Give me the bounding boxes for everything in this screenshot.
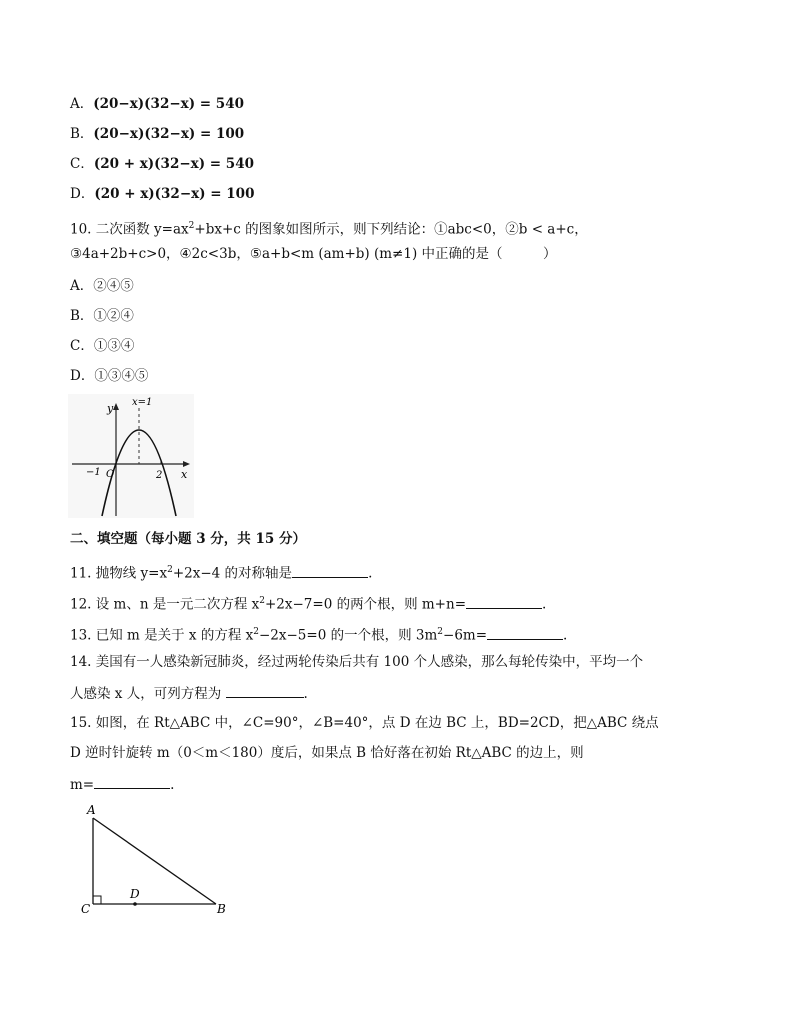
q15-answer-blank[interactable]: [94, 774, 170, 789]
side-ab: [93, 818, 216, 904]
symmetry-label: x=1: [132, 397, 153, 408]
q9-option-b-expr: (20−x)(32−x) = 100: [93, 126, 245, 142]
label-b: B: [217, 902, 226, 916]
q15-line2: D 逆时针旋转 m（0＜m＜180）度后，如果点 B 恰好落在初始 Rt△ABC 的边上，则: [70, 745, 584, 761]
q9-option-a: A．(20−x)(32−x) = 540: [70, 96, 244, 112]
label-c: C: [81, 902, 91, 916]
section2-title: 二、填空题（每小题 3 分，共 15 分）: [70, 531, 306, 547]
q9-option-c: C．(20 + x)(32−x) = 540: [70, 156, 254, 172]
q14-answer-blank[interactable]: [226, 683, 304, 698]
y-label: y: [107, 402, 114, 415]
q10-option-a: A．②④⑤: [70, 278, 134, 294]
q10-option-d: D．①③④⑤: [70, 368, 149, 384]
q15-line1: 15. 如图，在 Rt△ABC 中，∠C=90°，∠B=40°，点 D 在边 BC 上，BD=2CD，把△ABC 绕点: [70, 715, 659, 731]
q10-option-b: B．①②④: [70, 308, 134, 324]
label-a: A: [87, 803, 96, 817]
q13-answer-blank[interactable]: [487, 625, 563, 640]
q10-stem-line1: 10. 二次函数 $y=ax^2+bx+c$ 的图象如图所示，则下列结论：①abc<0，②b < a+c，: [70, 221, 588, 238]
q9-option-d: D．(20 + x)(32−x) = 100: [70, 186, 255, 202]
q13: 13. 已知 m 是关于 x 的方程 $x^2-2x-5=0$ 的一个根，则 $3m^2-6m=$ .: [70, 622, 567, 646]
triangle-figure: [78, 800, 238, 918]
q11-answer-blank[interactable]: [292, 563, 368, 578]
graph-background: [68, 394, 194, 518]
q9-option-a-expr: (20−x)(32−x) = 540: [93, 96, 244, 112]
q10-stem-line2: ③4a+2b+c>0，④2c<3b，⑤a+b<m (am+b) (m≠1) 中正确的是（ ）: [70, 246, 557, 262]
parabola-graph: [68, 394, 194, 518]
q11: 11. 抛物线 $y=x^2+2x-4$ 的对称轴是 .: [70, 560, 372, 584]
q14-line1: 14. 美国有一人感染新冠肺炎，经过两轮传染后共有 100 个人感染，那么每轮传染中，平均一个: [70, 654, 644, 670]
x-label: x: [181, 468, 188, 481]
q10-option-c: C．①③④: [70, 338, 135, 354]
right-angle-mark: [93, 896, 101, 904]
q12: 12. 设 m、n 是一元二次方程 $x^2+2x-7=0$ 的两个根，则 m+n= .: [70, 591, 546, 615]
neg-one-label: −1: [86, 467, 101, 478]
q15-line3: m= .: [70, 774, 174, 795]
q12-answer-blank[interactable]: [466, 594, 542, 609]
q14-line2: 人感染 x 人，可列方程为 .: [70, 683, 308, 704]
point-d: [133, 902, 137, 906]
origin-label: O: [106, 469, 115, 480]
q9-option-d-expr: (20 + x)(32−x) = 100: [94, 186, 255, 202]
two-label: 2: [156, 470, 163, 481]
label-d: D: [130, 887, 140, 901]
q9-option-c-expr: (20 + x)(32−x) = 540: [93, 156, 254, 172]
q9-option-b: B．(20−x)(32−x) = 100: [70, 126, 245, 142]
